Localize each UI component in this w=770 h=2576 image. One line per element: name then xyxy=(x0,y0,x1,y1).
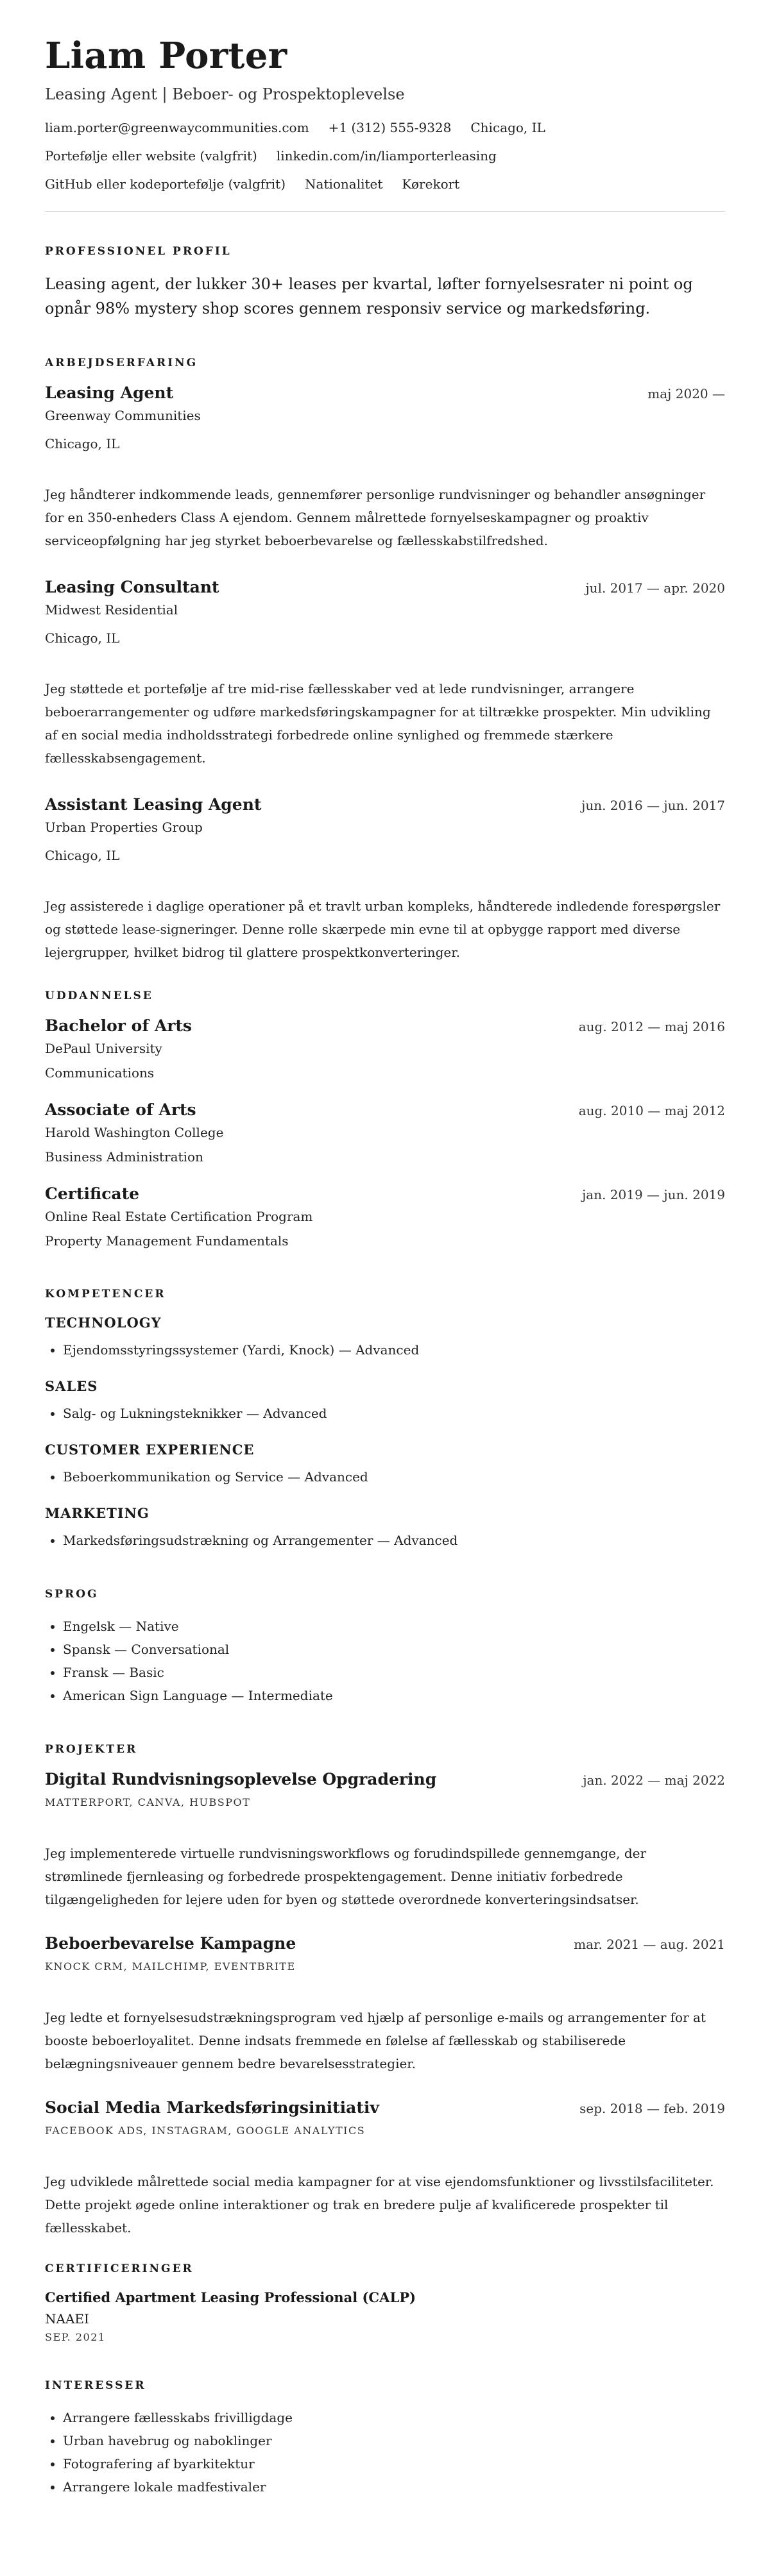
project-name: Social Media Markedsføringsinitiativ xyxy=(45,2098,379,2117)
job-company: Midwest Residential xyxy=(45,602,178,618)
section-title-skills: KOMPETENCER xyxy=(45,1287,166,1301)
languages-section xyxy=(45,1588,725,1707)
project-description: Jeg ledte et fornyelsesudstrækningsprogram ved hjælp af personlige e-mails og arrangementer for at booste beboerloyalitet. Denne indsats fremmede en følelse af fællesskab og stabiliserede belægningsniveauer gennem bedre bevarelsesstrategier. xyxy=(45,2009,706,2071)
skills-section xyxy=(45,1288,725,1552)
project-dates: sep. 2018 — feb. 2019 xyxy=(579,2100,725,2116)
education-entry xyxy=(45,1100,725,1168)
project-tech-stack: KNOCK CRM, MAILCHIMP, EVENTBRITE xyxy=(45,1960,296,1973)
field-of-study: Business Administration xyxy=(45,1149,203,1165)
job-company: Urban Properties Group xyxy=(45,819,203,835)
degree-dates: aug. 2010 — maj 2012 xyxy=(578,1102,725,1118)
skill-item: • Salg- og Lukningsteknikker — Advanced xyxy=(63,1402,725,1425)
job-description: Jeg støttede et portefølje af tre mid-rise fællesskaber ved at lede rundvisninger, arrangere beboerarrangementer og udføre markedsføringskampagner for at tiltrække prospekter. Min udvikling af en social media indholdsstrategi forbedrede online synlighed og fremmede stærkere fællesskabsengagement. xyxy=(45,680,711,766)
project-dates: jan. 2022 — maj 2022 xyxy=(583,1772,725,1788)
skill-list xyxy=(45,1338,725,1361)
project-entry xyxy=(45,2098,725,2239)
section-title-languages: SPROG xyxy=(45,1587,99,1601)
project-dates: mar. 2021 — aug. 2021 xyxy=(574,1936,725,1952)
job-location: Chicago, IL xyxy=(45,847,120,863)
degree-title: Associate of Arts xyxy=(45,1100,196,1119)
section-title-projects: PROJEKTER xyxy=(45,1742,138,1756)
contact-email[interactable]: liam.porter@greenwaycommunities.com xyxy=(45,119,309,135)
contact-portfolio[interactable]: Portefølje eller website (valgfrit) xyxy=(45,147,257,164)
job-location: Chicago, IL xyxy=(45,630,120,646)
certification-entry xyxy=(45,2289,725,2343)
interests-section xyxy=(45,2379,725,2498)
interest-item: • Fotografering af byarkitektur xyxy=(63,2452,725,2475)
school-name: Harold Washington College xyxy=(45,1124,224,1140)
contact-linkedin[interactable]: linkedin.com/in/liamporterleasing xyxy=(276,147,497,164)
language-item: • Fransk — Basic xyxy=(63,1661,725,1684)
education-entry xyxy=(45,1016,725,1084)
experience-entry xyxy=(45,578,725,770)
experience-entry xyxy=(45,383,725,552)
contact-row-3 xyxy=(45,175,725,193)
project-entry xyxy=(45,1770,725,1911)
experience-section xyxy=(45,357,725,964)
interest-item: • Arrangere lokale madfestivaler xyxy=(63,2475,725,2498)
skill-item: • Beboerkommunikation og Service — Advanced xyxy=(63,1465,725,1488)
certification-name: Certified Apartment Leasing Professional (CALP) xyxy=(45,2289,416,2305)
experience-entry xyxy=(45,795,725,964)
skill-item: • Ejendomsstyringssystemer (Yardi, Knock) — Advanced xyxy=(63,1338,725,1361)
job-location: Chicago, IL xyxy=(45,435,120,451)
certifications-section xyxy=(45,2262,725,2343)
project-entry xyxy=(45,1934,725,2075)
project-name: Beboerbevarelse Kampagne xyxy=(45,1933,296,1953)
candidate-name: Liam Porter xyxy=(45,35,287,77)
interest-item: • Urban havebrug og naboklinger xyxy=(63,2429,725,2452)
language-list xyxy=(45,1615,725,1707)
job-title: Leasing Consultant xyxy=(45,577,219,596)
field-of-study: Property Management Fundamentals xyxy=(45,1233,289,1249)
skill-item: • Markedsføringsudstrækning og Arrangementer — Advanced xyxy=(63,1529,725,1552)
interest-list xyxy=(45,2406,725,2498)
school-name: Online Real Estate Certification Program xyxy=(45,1208,313,1224)
project-tech-stack: FACEBOOK ADS, INSTAGRAM, GOOGLE ANALYTICS xyxy=(45,2124,366,2137)
skill-category: SALES xyxy=(45,1377,98,1394)
skill-category: MARKETING xyxy=(45,1504,150,1521)
contact-github[interactable]: GitHub eller kodeportefølje (valgfrit) xyxy=(45,176,286,192)
section-title-interests: INTERESSER xyxy=(45,2378,146,2392)
degree-title: Bachelor of Arts xyxy=(45,1016,193,1035)
certification-issuer: NAAEI xyxy=(45,2311,89,2327)
job-company: Greenway Communities xyxy=(45,407,201,423)
section-title-education: UDDANNELSE xyxy=(45,989,153,1002)
skill-list xyxy=(45,1465,725,1488)
contact-row-1 xyxy=(45,119,725,137)
project-tech-stack: MATTERPORT, CANVA, HUBSPOT xyxy=(45,1796,251,1808)
field-of-study: Communications xyxy=(45,1065,155,1081)
project-description: Jeg implementerede virtuelle rundvisningsworkflows og forudindspillede gennemgange, der strømlinede fjernleasing og forbedrede prospektengagement. Denne initiativ forbedrede tilgængeligheden for lejere uden for byen og støttede overordnede konverteringsindsatser. xyxy=(45,1845,647,1907)
section-title-profile: PROFESSIONEL PROFIL xyxy=(45,244,232,258)
education-section xyxy=(45,989,725,1252)
job-dates: jun. 2016 — jun. 2017 xyxy=(581,797,725,813)
skill-list xyxy=(45,1402,725,1425)
candidate-headline: Leasing Agent | Beboer- og Prospektoplevelse xyxy=(45,85,405,103)
resume-header xyxy=(45,37,725,193)
profile-section xyxy=(45,245,725,321)
contact-nationality: Nationalitet xyxy=(305,176,383,192)
project-name: Digital Rundvisningsoplevelse Opgradering xyxy=(45,1769,437,1789)
job-dates: jul. 2017 — apr. 2020 xyxy=(585,580,725,596)
language-item: • Engelsk — Native xyxy=(63,1615,725,1638)
job-title: Leasing Agent xyxy=(45,383,174,402)
job-description: Jeg assisterede i daglige operationer på et travlt urban kompleks, håndterede indledende forespørgsler og støttede lease-signeringer. Denne rolle skærpede min evne til at opbygge rapport med diverse lejergrupper, hvilket bidrog til glattere prospektkonverteringer. xyxy=(45,898,721,960)
contact-location: Chicago, IL xyxy=(470,119,545,135)
contact-row-2 xyxy=(45,147,725,165)
contact-drivers-license: Kørekort xyxy=(402,176,460,192)
skill-category: TECHNOLOGY xyxy=(45,1314,162,1331)
contact-phone[interactable]: +1 (312) 555-9328 xyxy=(328,119,452,135)
project-description: Jeg udviklede målrettede social media kampagner for at vise ejendomsfunktioner og livsstilsfaciliteter. Dette projekt øgede online interaktioner og trak en bredere pulje af kvalificerede prospekter til fællesskabet. xyxy=(45,2173,714,2235)
section-title-certifications: CERTIFICERINGER xyxy=(45,2262,194,2275)
section-title-experience: ARBEJDSERFARING xyxy=(45,356,198,369)
job-dates: maj 2020 — xyxy=(647,385,725,401)
header-divider xyxy=(45,211,725,212)
language-item: • Spansk — Conversational xyxy=(63,1638,725,1661)
skill-category: CUSTOMER EXPERIENCE xyxy=(45,1441,255,1458)
job-description: Jeg håndterer indkommende leads, gennemfører personlige rundvisninger og behandler ansøgninger for en 350-enheders Class A ejendom. Gennem målrettede fornyelseskampagner og proaktiv serviceopfølgning har jeg styrket beboerbevarelse og fællesskabstilfredshed. xyxy=(45,486,706,548)
interest-item: • Arrangere fællesskabs frivilligdage xyxy=(63,2406,725,2429)
job-title: Assistant Leasing Agent xyxy=(45,795,262,814)
certification-date: SEP. 2021 xyxy=(45,2330,106,2343)
degree-dates: aug. 2012 — maj 2016 xyxy=(578,1018,725,1034)
profile-summary: Leasing agent, der lukker 30+ leases per kvartal, løfter fornyelsesrater ni point og opnår 98% mystery shop scores gennem responsiv service og markedsføring. xyxy=(45,274,693,317)
degree-title: Certificate xyxy=(45,1184,140,1203)
projects-section xyxy=(45,1743,725,2239)
school-name: DePaul University xyxy=(45,1040,162,1056)
degree-dates: jan. 2019 — jun. 2019 xyxy=(582,1186,725,1202)
language-item: • American Sign Language — Intermediate xyxy=(63,1684,725,1707)
education-entry xyxy=(45,1184,725,1252)
skill-list xyxy=(45,1529,725,1552)
